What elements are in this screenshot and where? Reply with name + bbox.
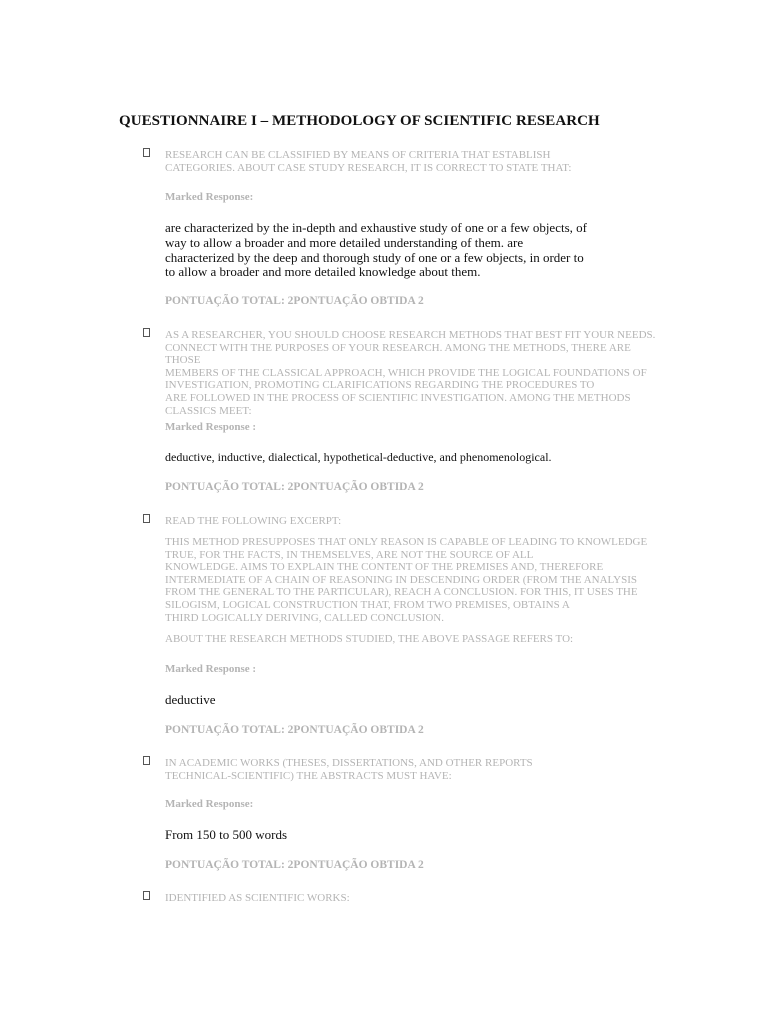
followup-text: ABOUT THE RESEARCH METHODS STUDIED, THE ABOVE PASSAGE REFERS TO:	[165, 633, 574, 645]
question-text: READ THE FOLLOWING EXCERPT:	[165, 515, 342, 527]
bullet-icon	[143, 148, 150, 157]
bullet-icon	[143, 756, 150, 765]
question-text: IN ACADEMIC WORKS (THESES, DISSERTATIONS, AND OTHER REPORTS TECHNICAL-SCIENTIFIC) THE ABSTRACTS MUST HAVE:	[165, 757, 533, 782]
question-prompt	[165, 892, 665, 905]
marked-response-answer: From 150 to 500 words	[165, 827, 288, 842]
bullet-icon	[143, 891, 150, 900]
score-line: PONTUAÇÃO TOTAL: 2PONTUAÇÃO OBTIDA 2	[165, 481, 424, 493]
marked-response-label: Marked Response :	[165, 421, 257, 433]
page-title: QUESTIONNAIRE I – METHODOLOGY OF SCIENTIFIC RESEARCH	[119, 113, 600, 129]
question-text: IDENTIFIED AS SCIENTIFIC WORKS:	[165, 892, 350, 904]
bullet-icon	[143, 514, 150, 523]
question-prompt	[165, 757, 665, 782]
score-line: PONTUAÇÃO TOTAL: 2PONTUAÇÃO OBTIDA 2	[165, 295, 424, 307]
marked-response-answer: are characterized by the in-depth and exhaustive study of one or a few objects, of way to allow a broader and more detailed understanding of them. are characterized by the deep and thorough study of one or a few objects, in order to to allow a broader and more detailed knowledge about them.	[165, 220, 587, 280]
bullet-icon	[143, 328, 150, 337]
question-prompt	[165, 515, 665, 528]
excerpt-text: THIS METHOD PRESUPPOSES THAT ONLY REASON IS CAPABLE OF LEADING TO KNOWLEDGE TRUE, FOR THE FACTS, IN THEMSELVES, ARE NOT THE SOURCE OF ALL KNOWLEDGE. AIMS TO EXPLAIN THE CONTENT OF THE PREMISES AND, THEREFORE INTERMEDIATE OF A CHAIN OF REASONING IN DESCENDING ORDER (FROM THE ANALYSIS FROM THE GENERAL TO THE PARTICULAR), REACH A CONCLUSION. FOR THIS, IT USES THE SILOGISM, LOGICAL CONSTRUCTION THAT, FROM TWO PREMISES, OBTAINS A THIRD LOGICALLY DERIVING, CALLED CONCLUSION.	[165, 536, 648, 624]
score-line: PONTUAÇÃO TOTAL: 2PONTUAÇÃO OBTIDA 2	[165, 724, 424, 736]
marked-response-label: Marked Response :	[165, 663, 257, 675]
marked-response-label: Marked Response:	[165, 798, 254, 810]
question-followup	[165, 633, 665, 646]
marked-response-answer: deductive	[165, 692, 216, 707]
question-text: AS A RESEARCHER, YOU SHOULD CHOOSE RESEARCH METHODS THAT BEST FIT YOUR NEEDS. CONNECT WITH THE PURPOSES OF YOUR RESEARCH. AMONG THE METHODS, THERE ARE THOSE MEMBERS OF THE CLASSICAL APPROACH, WHICH PROVIDE THE LOGICAL FOUNDATIONS OF INVESTIGATION, PROMOTING CLARIFICATIONS REGARDING THE PROCEDURES TO ARE FOLLOWED IN THE PROCESS OF SCIENTIFIC INVESTIGATION. AMONG THE METHODS CLASSICS MEET:	[165, 329, 656, 417]
question-text: RESEARCH CAN BE CLASSIFIED BY MEANS OF CRITERIA THAT ESTABLISH CATEGORIES. ABOUT CASE STUDY RESEARCH, IT IS CORRECT TO STATE THAT:	[165, 149, 572, 174]
score-line: PONTUAÇÃO TOTAL: 2PONTUAÇÃO OBTIDA 2	[165, 859, 424, 871]
question-prompt	[165, 329, 665, 417]
question-prompt	[165, 149, 665, 174]
marked-response-answer: deductive, inductive, dialectical, hypothetical-deductive, and phenomenological.	[165, 450, 552, 464]
marked-response-label: Marked Response:	[165, 191, 254, 203]
excerpt-block	[165, 536, 665, 624]
